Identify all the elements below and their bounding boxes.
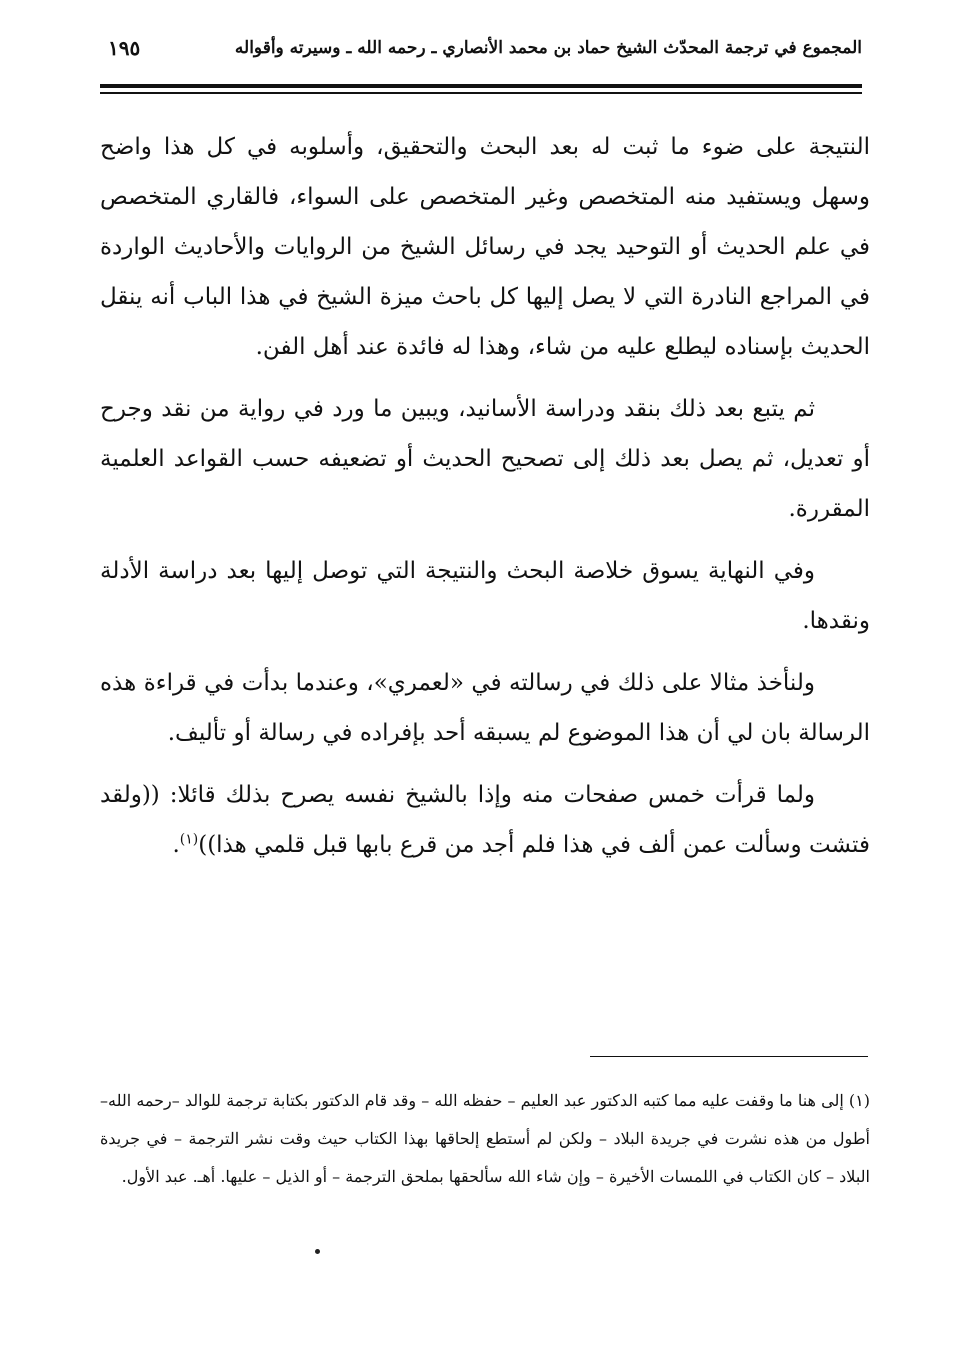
footnote: (١) إلى هنا ما وقفت عليه مما كتبه الدكتور عبد العليم – حفظه الله – وقد قام الدكتور بكتابة ترجمة للوالد –رحمه الله– أطول من هذه نشرت في جريدة البلاد – ولكن لم أستطع إلحاقها بهذا الكتاب حيث وقت نشر الترجمة – في جريدة البلاد – كان الكتاب في اللمسات الأخيرة – وإن شاء الله سألحقها بملحق الترجمة – أو الذيل – عليها. أهـ. عبد الأول. — [100, 1091, 871, 1186]
paragraph-text: ولما قرأت خمس صفحات منه وإذا بالشيخ نفسه يصرح بذلك قائلا: ((ولقد فتشت وسألت عمن ألف في هذا فلم أجد من قرع بابها قبل قلمي هذا)) — [100, 782, 870, 858]
paragraph: النتيجة على ضوء ما ثبت له بعد البحث والتحقيق، وأسلوبه في كل هذا واضح وسهل ويستفيد منه المتخصص وغير المتخصص على السواء، فالقاري المتخصص في علم الحديث أو التوحيد يجد في رسائل الشيخ من الروايات والأحاديث الواردة في المراجع النادرة التي لا يصل إليها كل باحث ميزة الشيخ في هذا الباب أنه ينقل الحديث بإسناده ليطلع عليه من شاء، وهذا له فائدة عند أهل الفن. — [100, 134, 870, 360]
footnote-reference[interactable]: (١) — [179, 831, 199, 848]
page-number: ١٩٥ — [108, 36, 141, 60]
footnotes — [100, 1082, 870, 1196]
running-header — [100, 34, 862, 70]
paragraph: ثم يتبع بعد ذلك بنقد ودراسة الأسانيد، ويبين ما ورد في رواية من نقد وجرح أو تعديل، ثم يصل بعد ذلك إلى تصحيح الحديث أو تضعيفه حسب القواعد العلمية المقررة. — [100, 396, 870, 522]
paragraph: ولنأخذ مثالا على ذلك في رسالته في «لعمري»، وعندما بدأت في قراءة هذه الرسالة بان لي أن هذا الموضوع لم يسبقه أحد بإفراده في رسالة أو تأليف. — [100, 670, 870, 746]
header-rule-thin — [100, 92, 862, 94]
stray-mark — [315, 1249, 320, 1254]
header-title: المجموع في ترجمة المحدّث الشيخ حماد بن محمد الأنصاري ـ رحمه الله ـ وسيرته وأقواله — [234, 38, 862, 58]
footnote-separator — [590, 1056, 868, 1057]
paragraph-with-quote: ولما قرأت خمس صفحات منه وإذا بالشيخ نفسه يصرح بذلك قائلا: ((ولقد فتشت وسألت عمن ألف في هذا فلم أجد من قرع بابها قبل قلمي هذا))$^{(١)}$. — [100, 782, 870, 858]
body-text — [100, 122, 870, 882]
paragraph: وفي النهاية يسوق خلاصة البحث والنتيجة التي توصل إليها بعد دراسة الأدلة ونقدها. — [100, 558, 870, 634]
header-rule-thick — [100, 84, 862, 88]
